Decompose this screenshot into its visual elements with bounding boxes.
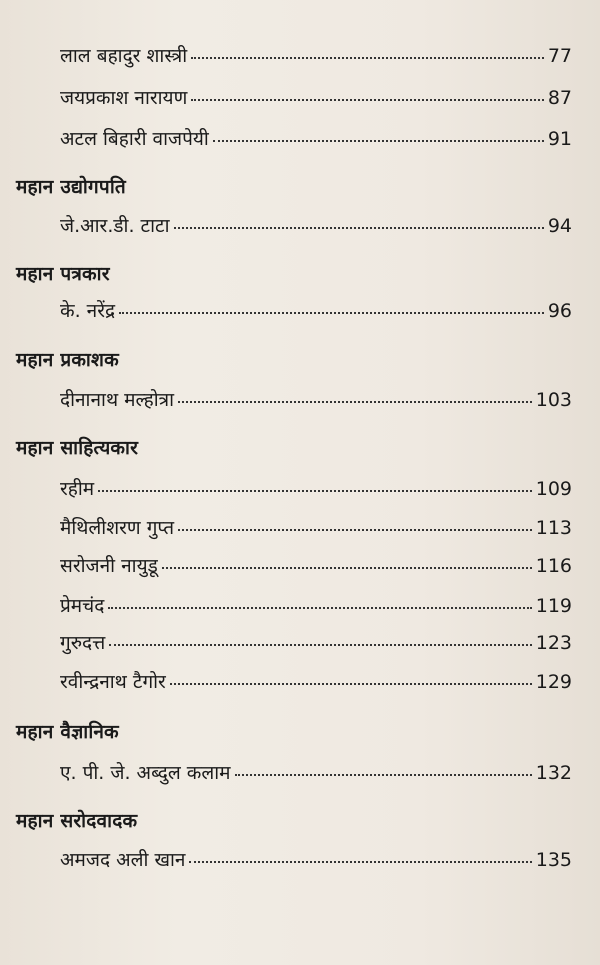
toc-entry xyxy=(60,297,572,323)
entry-page: 87 xyxy=(547,87,572,109)
dot-leader xyxy=(162,567,532,569)
entry-page: 123 xyxy=(535,632,572,654)
dot-leader xyxy=(189,861,531,863)
dot-leader xyxy=(174,227,544,229)
dot-leader xyxy=(109,644,531,646)
toc-entry xyxy=(60,386,572,412)
toc-entry xyxy=(60,629,572,655)
entry-page: 77 xyxy=(547,45,572,67)
entry-title: सरोजनी नायुडू xyxy=(60,555,158,577)
entry-title: अमजद अली खान xyxy=(60,849,186,871)
entry-title: दीनानाथ मल्होत्रा xyxy=(60,389,175,411)
entry-page: 135 xyxy=(535,849,572,871)
section-heading: महान साहित्यकार xyxy=(16,437,139,459)
entry-title: गुरुदत्त xyxy=(60,632,106,654)
entry-page: 113 xyxy=(535,517,572,539)
section-heading: महान पत्रकार xyxy=(16,263,110,285)
entry-page: 116 xyxy=(535,555,572,577)
entry-title: रवीन्द्रनाथ टैगोर xyxy=(60,671,166,693)
entry-title: प्रेमचंद xyxy=(60,595,105,617)
entry-page: 91 xyxy=(547,128,572,150)
dot-leader xyxy=(213,140,544,142)
entry-page: 96 xyxy=(547,300,572,322)
toc-entry xyxy=(60,668,572,694)
entry-title: जयप्रकाश नारायण xyxy=(60,87,188,109)
dot-leader xyxy=(119,312,544,314)
toc-entry xyxy=(60,846,572,872)
dot-leader xyxy=(178,401,532,403)
toc-entry xyxy=(60,125,572,151)
dot-leader xyxy=(191,99,543,101)
section-heading: महान सरोदवादक xyxy=(16,810,138,832)
entry-title: जे.आर.डी. टाटा xyxy=(60,215,170,237)
section-heading: महान उद्योगपति xyxy=(16,176,126,198)
entry-title: अटल बिहारी वाजपेयी xyxy=(60,128,209,150)
entry-title: मैथिलीशरण गुप्त xyxy=(60,517,175,539)
toc-entry xyxy=(60,759,572,785)
entry-title: ए. पी. जे. अब्दुल कलाम xyxy=(60,762,231,784)
entry-page: 129 xyxy=(535,671,572,693)
toc-entry xyxy=(60,84,572,110)
toc-entry xyxy=(60,212,572,238)
entry-page: 109 xyxy=(535,478,572,500)
toc-entry xyxy=(60,475,572,501)
dot-leader xyxy=(170,683,532,685)
dot-leader xyxy=(191,57,544,59)
toc-entry xyxy=(60,514,572,540)
entry-title: लाल बहादुर शास्त्री xyxy=(60,45,188,67)
dot-leader xyxy=(98,490,532,492)
toc-entry xyxy=(60,552,572,578)
section-heading: महान प्रकाशक xyxy=(16,349,119,371)
entry-page: 94 xyxy=(547,215,572,237)
entry-page: 119 xyxy=(535,595,572,617)
dot-leader xyxy=(235,774,532,776)
entry-page: 132 xyxy=(535,762,572,784)
dot-leader xyxy=(108,607,531,609)
toc-entry xyxy=(60,592,572,618)
toc-entry xyxy=(60,42,572,68)
entry-title: रहीम xyxy=(60,478,95,500)
dot-leader xyxy=(178,529,532,531)
section-heading: महान वैज्ञानिक xyxy=(16,721,119,743)
entry-title: के. नरेंद्र xyxy=(60,300,116,322)
entry-page: 103 xyxy=(535,389,572,411)
